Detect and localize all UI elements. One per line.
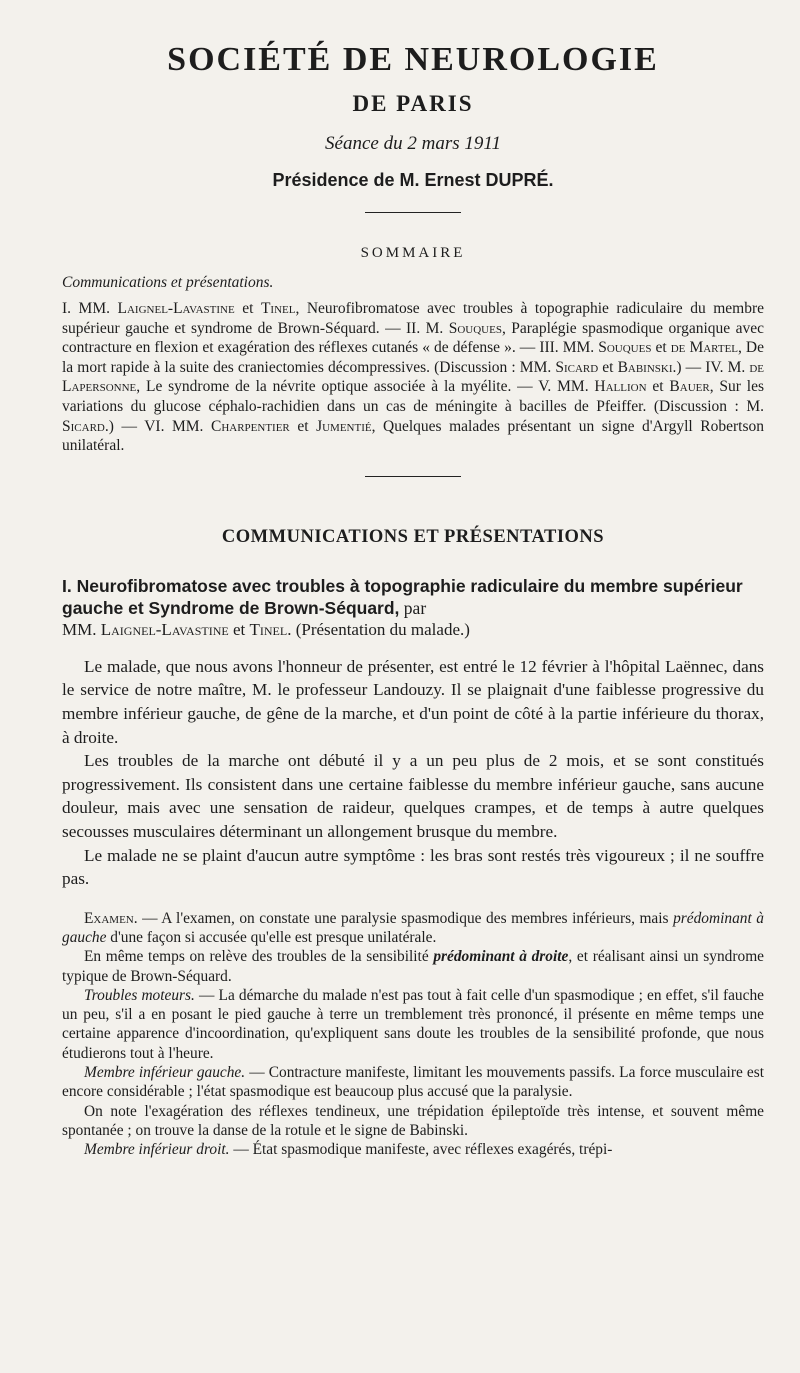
section-title: COMMUNICATIONS ET PRÉSENTATIONS: [221, 526, 605, 547]
summary-subheading: Communications et présentations.: [62, 274, 274, 291]
paragraph: Membre inférieur droit. — État spasmodique manifeste, avec réflexes exagérés, trépi-: [84, 1141, 613, 1159]
exam-paragraph: Examen. — A l'examen, on constate une paralysie spasmodique des membres inférieurs, mais prédominant à gauche d'une façon si accusée qu'elle est presque unilatérale.: [62, 909, 764, 946]
society-title: SOCIÉTÉ DE NEUROLOGIE: [167, 41, 659, 78]
paragraph: Le malade, que nous avons l'honneur de présenter, est entré le 12 février à l'hôpital Laënnec, dans le service de notre maître, M. le professeur Landouzy. Il se plaignait d'une faiblesse progressive du membre inférieur gauche, de gêne de la marche, et d'un point de côté à la partie inférieure du thorax, à droite.: [62, 656, 764, 747]
divider: [365, 476, 461, 477]
paragraph: On note l'exagération des réflexes tendineux, une trépidation épileptoïde très intense, et souvent même spontanée ; on trouve la danse de la rotule et le signe de Babinski.: [62, 1102, 764, 1139]
divider: [365, 212, 461, 213]
presidency: Présidence de M. Ernest DUPRÉ.: [272, 170, 554, 190]
paragraph: Membre inférieur gauche. — Contracture manifeste, limitant les mouvements passifs. La force musculaire est encore considérable ; l'état spasmodique est beaucoup plus accusé que la paralysie.: [62, 1064, 764, 1101]
summary-text: I. MM. Laignel-Lavastine et Tinel, Neurofibromatose avec troubles à topographie radiculaire du membre supérieur gauche et syndrome de Brown-Séquard. — II. M. Souques, Paraplégie spasmodique organique avec contracture en flexion et exagération des réflexes cutanés « de défense ». — III. MM. Souques et de Martel, De la mort rapide à la suite des craniectomies décompressives. (Discussion : MM. Sicard et Babinski.) — IV. M. de Lapersonne, Le syndrome de la névrite optique associée à la myélite. — V. MM. Hallion et Bauer, Sur les variations du glucose céphalo-rachidien dans un cas de méningite à bacilles de Pfeiffer. (Discussion : M. Sicard.) — VI. MM. Charpentier et Jumentié, Quelques malades présentant un signe d'Argyll Robertson unilatéral.: [62, 300, 765, 455]
paragraph: En même temps on relève des troubles de la sensibilité prédominant à droite, et réalisant ainsi un syndrome typique de Brown-Séquard.: [62, 948, 764, 985]
session-date: Séance du 2 mars 1911: [325, 133, 501, 154]
page: [62, 40, 764, 1160]
summary-heading: SOMMAIRE: [360, 245, 466, 261]
society-city: DE PARIS: [352, 91, 474, 116]
article-authors: MM. Laignel-Lavastine et Tinel. (Présentation du malade.): [62, 619, 470, 639]
article-title: I. Neurofibromatose avec troubles à topographie radiculaire du membre supérieur gauche et Syndrome de Brown-Séquard, par: [62, 575, 743, 618]
paragraph: Le malade ne se plaint d'aucun autre symptôme : les bras sont restés très vigoureux ; il ne souffre pas.: [62, 845, 764, 889]
paragraph: Les troubles de la marche ont débuté il y a un peu plus de 2 mois, et se sont constitués progressivement. Ils consistent dans une certaine faiblesse du membre inférieur gauche, sans aucune douleur, mais avec une sensation de raideur, quelques crampes, et de temps à autre quelques secousses musculaires déterminant un allongement brusque du membre.: [62, 751, 764, 841]
paragraph: Troubles moteurs. — La démarche du malade n'est pas tout à fait celle d'un spasmodique ; en effet, s'il fauche un peu, s'il a en posant le pied gauche à terre un tremblement très prononcé, il présente en même temps une certaine apparence d'incoordination, qu'expliquent sans doute les troubles de la sensibilité profonde, que nous étudierons tout à l'heure.: [62, 986, 764, 1062]
